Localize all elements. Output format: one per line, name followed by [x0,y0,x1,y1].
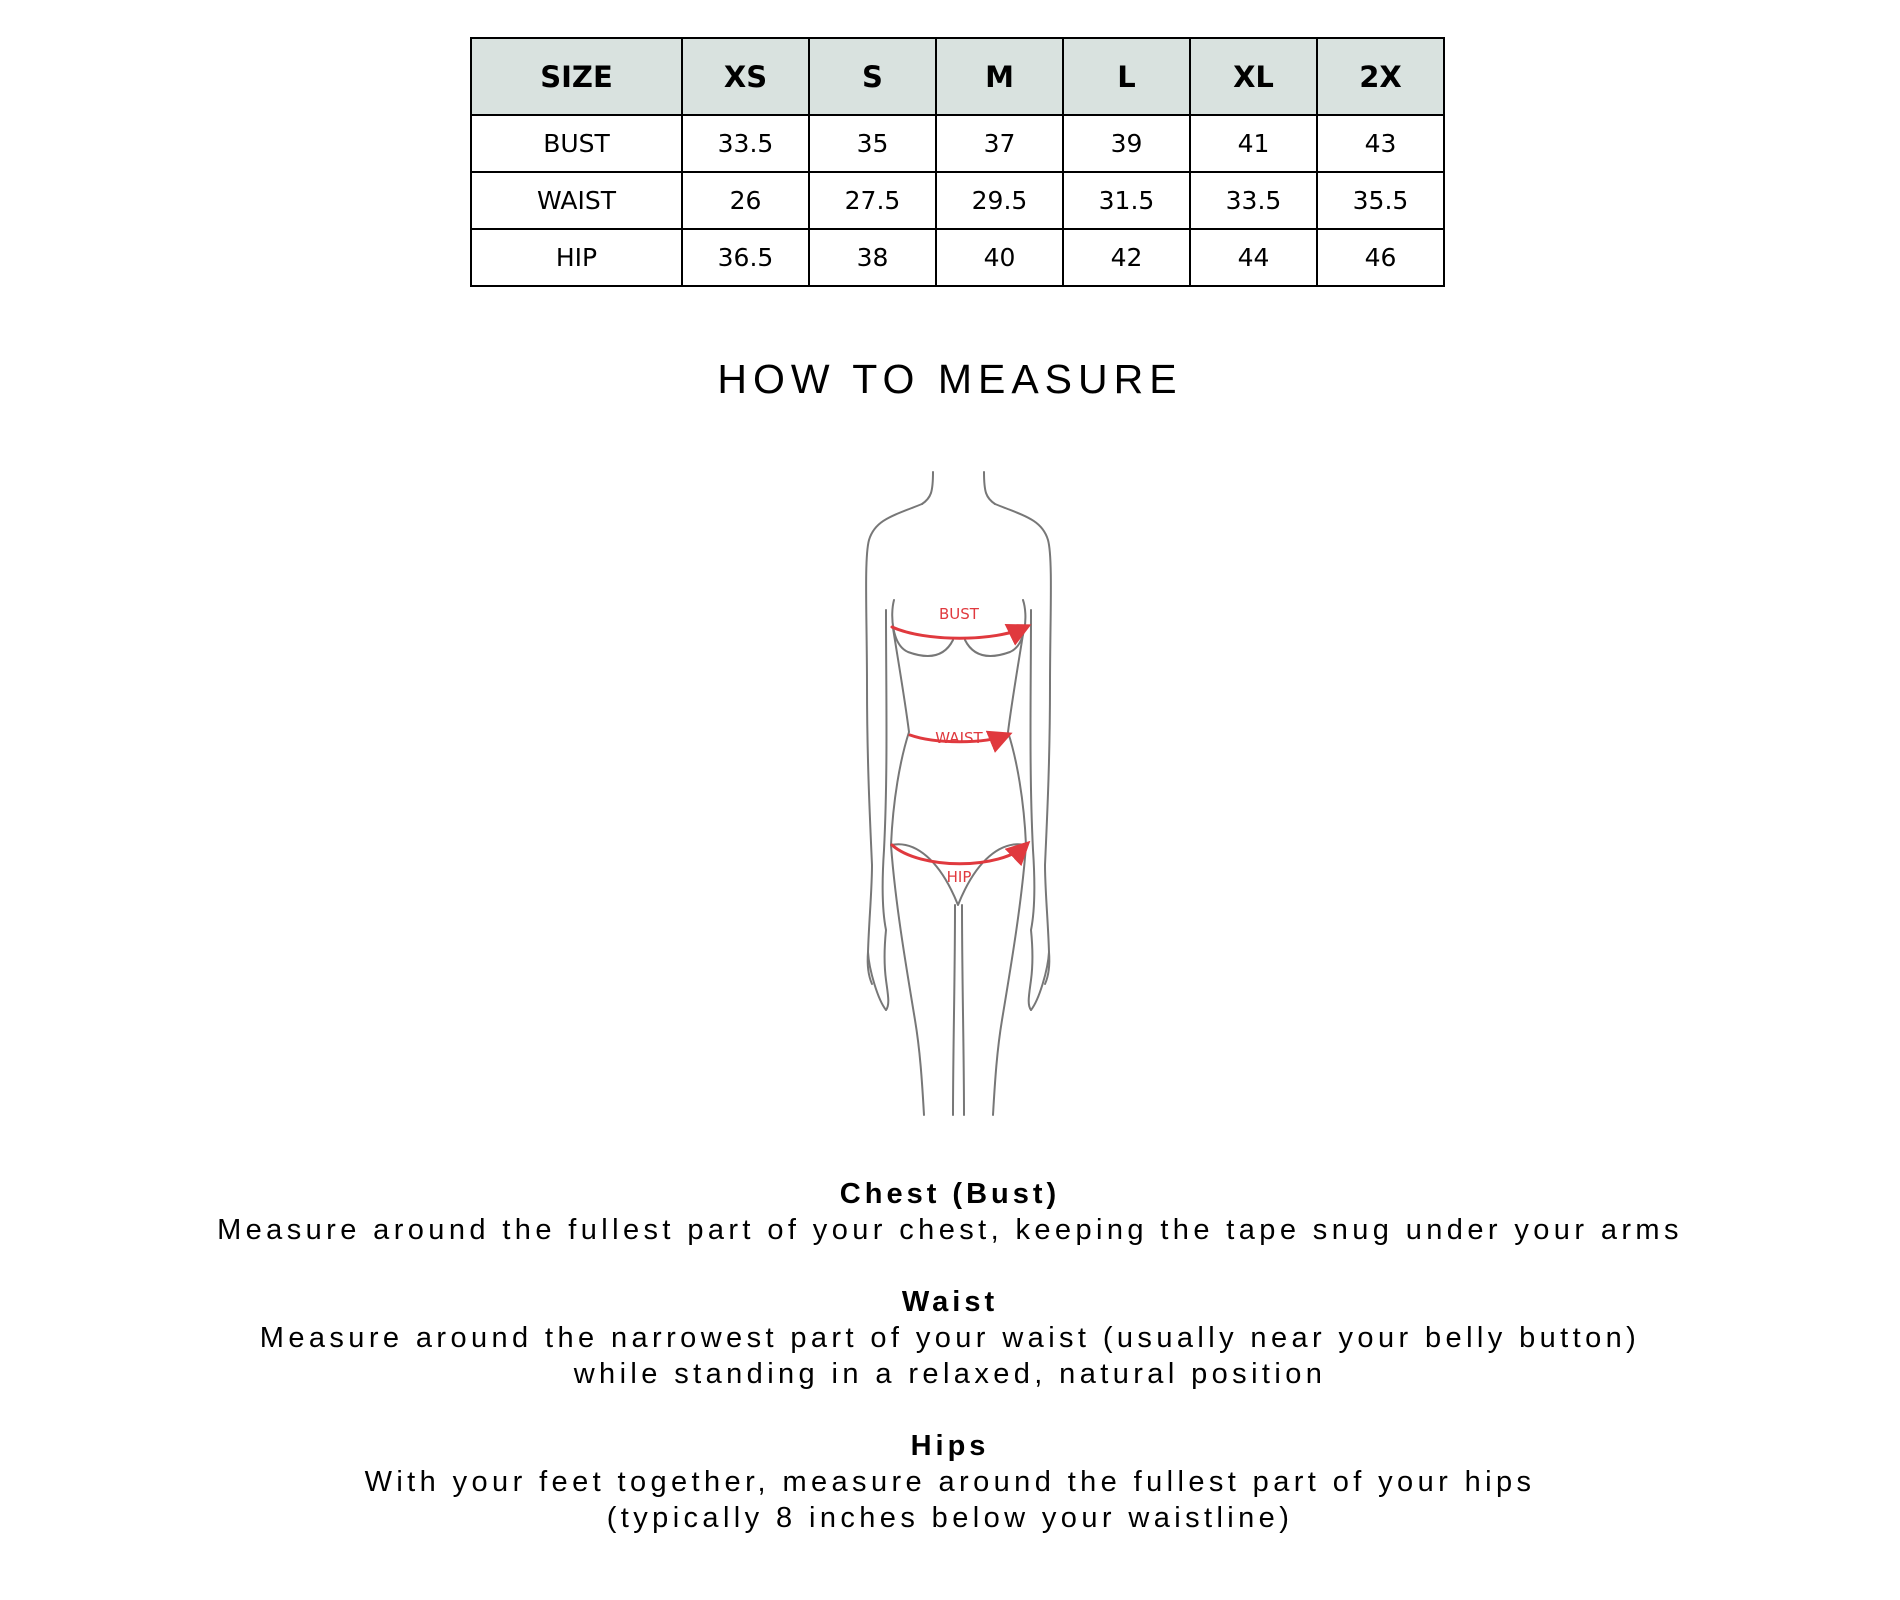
table-cell: 26 [682,172,809,229]
figure-label-bust: BUST [939,605,979,623]
table-cell: 29.5 [936,172,1063,229]
header-xl: XL [1190,38,1317,115]
instruction-text: (typically 8 inches below your waistline) [606,1502,1294,1534]
table-cell: 31.5 [1063,172,1190,229]
size-chart-header-row [471,38,1444,115]
row-label: HIP [471,229,682,286]
how-to-measure-title: HOW TO MEASURE [717,356,1183,402]
table-cell: 33.5 [1190,172,1317,229]
header-xs: XS [682,38,809,115]
table-cell: 39 [1063,115,1190,172]
instruction-heading: Waist [901,1286,999,1318]
figure-label-waist: WAIST [935,729,983,747]
figure-label-hip: HIP [946,868,972,886]
header-s: S [809,38,936,115]
table-cell: 37 [936,115,1063,172]
instruction-chest [0,1176,1900,1248]
size-chart-table [470,37,1445,287]
table-cell: 41 [1190,115,1317,172]
table-row-waist [471,172,1444,229]
instruction-text: Measure around the narrowest part of your waist (usually near your belly button) [259,1322,1641,1354]
table-cell: 38 [809,229,936,286]
instruction-heading: Hips [910,1430,990,1462]
header-l: L [1063,38,1190,115]
instruction-text: With your feet together, measure around the fullest part of your hips [364,1466,1536,1498]
instruction-text: Measure around the fullest part of your chest, keeping the tape snug under your arms [217,1214,1683,1246]
table-cell: 36.5 [682,229,809,286]
body-outline [866,472,1051,1115]
table-cell: 27.5 [809,172,936,229]
row-label: BUST [471,115,682,172]
measurement-instructions [0,1176,1900,1572]
body-measurement-figure [800,460,1120,1120]
table-cell: 35 [809,115,936,172]
table-row-hip [471,229,1444,286]
row-label: WAIST [471,172,682,229]
header-2x: 2X [1317,38,1444,115]
table-row-bust [471,115,1444,172]
instruction-heading: Chest (Bust) [839,1178,1061,1210]
table-cell: 44 [1190,229,1317,286]
instruction-hips [0,1428,1900,1536]
header-size: SIZE [471,38,682,115]
table-cell: 43 [1317,115,1444,172]
table-cell: 46 [1317,229,1444,286]
instruction-waist [0,1284,1900,1392]
table-cell: 35.5 [1317,172,1444,229]
instruction-text: while standing in a relaxed, natural position [573,1358,1327,1390]
table-cell: 40 [936,229,1063,286]
header-m: M [936,38,1063,115]
table-cell: 42 [1063,229,1190,286]
table-cell: 33.5 [682,115,809,172]
